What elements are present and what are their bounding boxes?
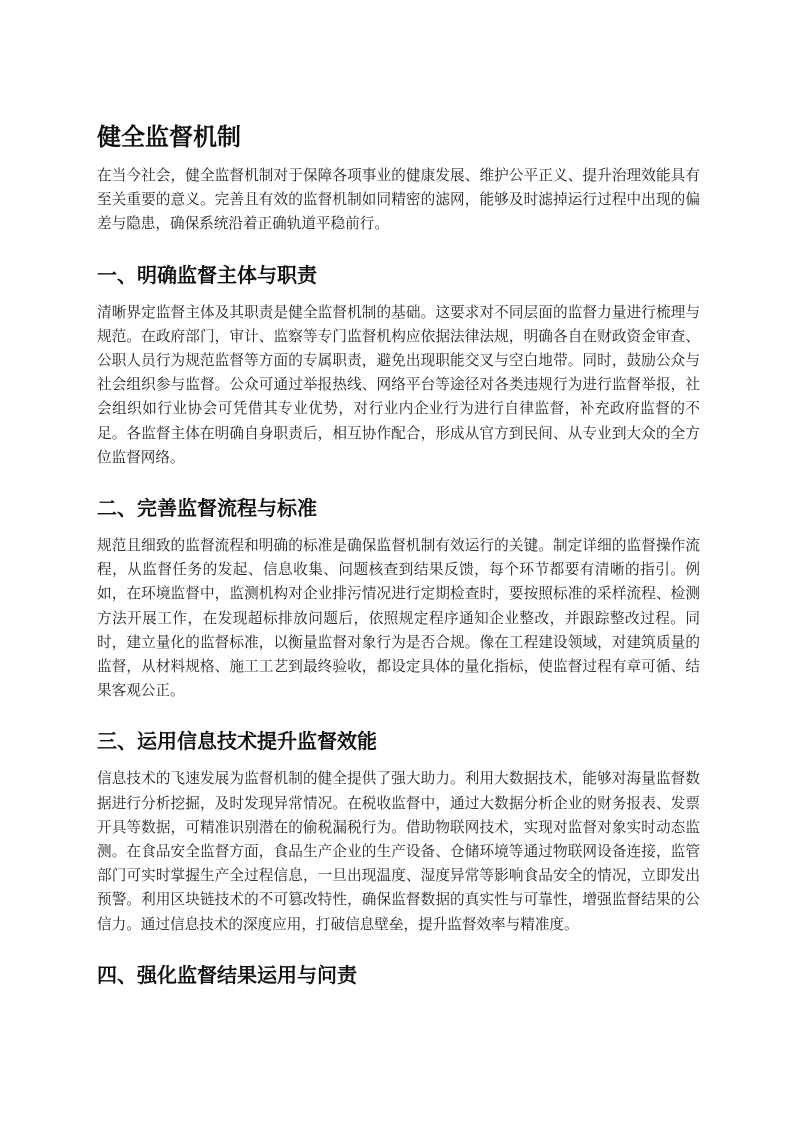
document-title: 健全监督机制: [97, 123, 241, 151]
intro-paragraph: 在当今社会，健全监督机制对于保障各项事业的健康发展、维护公平正义、提升治理效能具有至关重要的意义。完善且有效的监督机制如同精密的滤网，能够及时滤掉运行过程中出现的偏差与隐患，确保系统沿着正确轨道平稳前行。: [97, 167, 700, 233]
section-heading-1: 一、明确监督主体与职责: [97, 262, 317, 287]
document-page: [97, 118, 700, 1001]
section-body-3: 信息技术的飞速发展为监督机制的健全提供了强大助力。利用大数据技术，能够对海量监督数据进行分析挖掘，及时发现异常情况。在税收监督中，通过大数据分析企业的财务报表、发票开具等数据，可精准识别潜在的偷税漏税行为。借助物联网技术，实现对监督对象实时动态监测。在食品安全监督方面，食品生产企业的生产设备、仓储环境等通过物联网设备连接，监管部门可实时掌握生产全过程信息，一旦出现温度、湿度异常等影响食品安全的情况，立即发出预警。利用区块链技术的不可篡改特性，确保监督数据的真实性与可靠性，增强监督结果的公信力。通过信息技术的深度应用，打破信息壁垒，提升监督效率与精准度。: [97, 770, 700, 933]
section-heading-4: 四、强化监督结果运用与问责: [97, 962, 357, 987]
section-body-1: 清晰界定监督主体及其职责是健全监督机制的基础。这要求对不同层面的监督力量进行梳理与规范。在政府部门，审计、监察等专门监督机构应依据法律法规，明确各自在财政资金审查、公职人员行为规范监督等方面的专属职责，避免出现职能交叉与空白地带。同时，鼓励公众与社会组织参与监督。公众可通过举报热线、网络平台等途径对各类违规行为进行监督举报，社会组织如行业协会可凭借其专业优势，对行业内企业行为进行自律监督，补充政府监督的不足。各监督主体在明确自身职责后，相互协作配合，形成从官方到民间、从专业到大众的全方位监督网络。: [97, 303, 700, 466]
section-heading-3: 三、运用信息技术提升监督效能: [97, 729, 377, 754]
section-heading-2: 二、完善监督流程与标准: [97, 496, 317, 521]
section-body-2: 规范且细致的监督流程和明确的标准是确保监督机制有效运行的关键。制定详细的监督操作流程，从监督任务的发起、信息收集、问题核查到结果反馈，每个环节都要有清晰的指引。例如，在环境监督中，监测机构对企业排污情况进行定期检查时，要按照标准的采样流程、检测方法开展工作，在发现超标排放问题后，依照规定程序通知企业整改，并跟踪整改过程。同时，建立量化的监督标准，以衡量监督对象行为是否合规。像在工程建设领域，对建筑质量的监督，从材料规格、施工工艺到最终验收，都设定具体的量化指标，使监督过程有章可循、结果客观公正。: [97, 537, 700, 700]
